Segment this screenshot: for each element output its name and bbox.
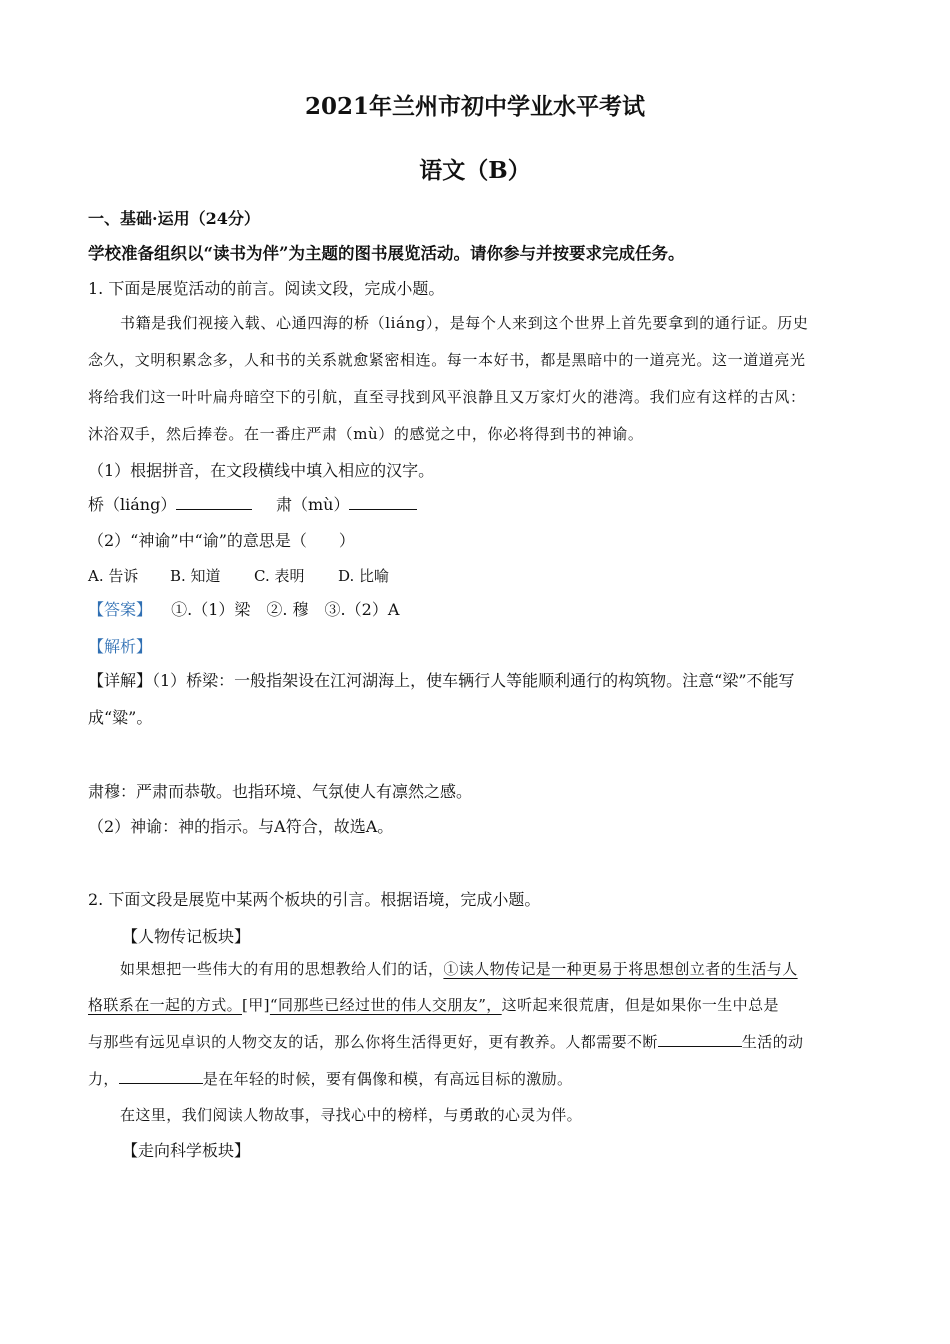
q2-line-3 [88,1031,803,1052]
option-a: A. 告诉 [88,567,139,585]
detail-line-4: （2）神谕：神的指示。与A符合，故选A。 [88,817,394,836]
underlined-sentence-1: ①读人物传记是一种更易于将思想创立者的生活与人 [443,960,798,978]
answer-blank-1[interactable] [658,1032,742,1047]
detail-line-2: 成“粱”。 [88,708,153,727]
passage-line-2: 念久，文明积累念多，人和书的关系就愈紧密相连。每一本好书，都是黑暗中的一道亮光。这一道道亮光 [88,351,806,369]
q2-line-5: 在这里，我们阅读人物故事，寻找心中的榜样，与勇敢的心灵为伴。 [120,1106,583,1124]
answer-blank-a[interactable] [176,495,252,510]
detail-line-1: 【详解】（1）桥梁：一般指架设在江河湖海上，使车辆行人等能顺利通行的构筑物。注意“梁”不能写 [88,671,795,690]
q2-line-2-rest: 这听起来很荒唐，但是如果你一生中总是 [501,996,779,1014]
mark-jia: [甲] [242,996,270,1014]
answer-blank-b[interactable] [349,495,417,510]
q2-line-3-tail: 生活的动 [741,1033,804,1051]
block-title-science: 【走向科学板块】 [122,1141,251,1160]
exam-title: 2021年兰州市初中学业水平考试 [304,93,645,120]
answer-line [88,597,399,620]
section-heading: 一、基础·运用（24分） [88,209,260,228]
detail-line-3: 肃穆：严肃而恭敬。也指环境、气氛使人有凛然之感。 [88,782,473,801]
passage-line-1: 书籍是我们视接入载、心通四海的桥（liáng），是每个人来到这个世界上首先要拿到的通行证。历史 [120,314,809,332]
fill-blank-b-label: 肃（mù） [276,495,350,514]
option-b: B. 知道 [170,567,221,585]
q2-line-4-text: 是在年轻的时候，要有偶像和模，有高远目标的激励。 [202,1070,573,1088]
q2-line-4 [88,1068,572,1089]
q2-line-1 [120,958,798,979]
exam-subtitle: 语文（B） [419,157,531,184]
question-1-stem: 1. 下面是展览活动的前言。阅读文段，完成小题。 [88,279,445,298]
passage-line-3: 将给我们这一叶叶扁舟暗空下的引航，直至寻找到风平浪静且又万家灯火的港湾。我们应有这样的古风： [88,388,806,406]
fill-blank-a-label: 桥（liáng） [88,495,177,514]
fill-blank-b [276,492,417,515]
answer-blank-2[interactable] [119,1069,203,1084]
q2-line-3-text: 与那些有远见卓识的人物交友的话，那么你将生活得更好，更有教养。人都需要不断 [88,1033,658,1051]
answer-text: ①.（1）梁 ②. 穆 ③.（2）A [171,600,400,619]
fill-blank-a [88,492,252,515]
sub-question-1: （1）根据拼音，在文段横线中填入相应的汉字。 [88,461,435,480]
passage-line-4: 沐浴双手，然后捧卷。在一番庄严肃（mù）的感觉之中，你必将得到书的神谕。 [88,425,644,443]
q2-line-4-head: 力， [88,1070,119,1088]
option-c: C. 表明 [254,567,305,585]
question-2-stem: 2. 下面文段是展览中某两个板块的引言。根据语境，完成小题。 [88,890,541,909]
analysis-tag: 【解析】 [88,637,153,656]
section-intro: 学校准备组织以“读书为伴”为主题的图书展览活动。请你参与并按要求完成任务。 [88,244,685,263]
block-title-biography: 【人物传记板块】 [122,927,251,946]
sub-question-2: （2）“神谕”中“谕”的意思是（ ） [88,531,355,550]
option-d: D. 比喻 [338,567,390,585]
q2-line-1-text: 如果想把一些伟大的有用的思想教给人们的话， [120,960,444,978]
answer-tag: 【答案】 [88,600,153,619]
underlined-quote: “同那些已经过世的伟人交朋友”， [269,996,502,1014]
underlined-sentence-1-end: 格联系在一起的方式。 [88,996,243,1014]
q2-line-2 [88,994,779,1015]
